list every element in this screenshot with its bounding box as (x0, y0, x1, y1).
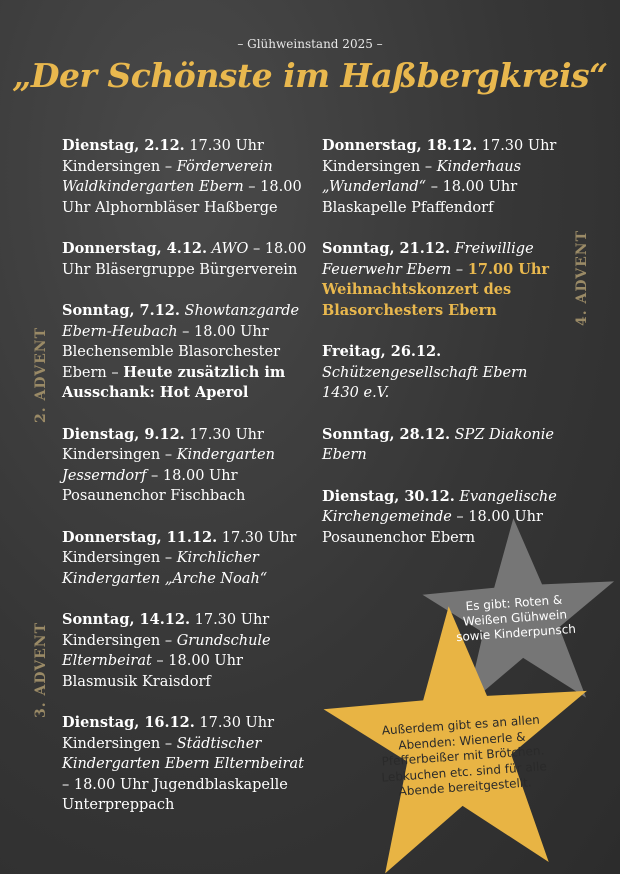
entry-text: – (451, 261, 468, 278)
entry-text: Kirchlicher Kindergarten „Arche Noah“ (62, 550, 268, 587)
entry-text: Förderverein Waldkindergarten Ebern (62, 158, 273, 195)
entry-day: Donnerstag, 4.12. (62, 240, 208, 257)
entry-text: Heute zusätzlich im Ausschank: Hot Aperol (62, 363, 286, 401)
schedule-entry (322, 136, 562, 218)
entry-text: Schützengesellschaft Ebern 1430 e.V. (322, 364, 528, 401)
schedule-right-column (322, 136, 562, 569)
entry-text: Freiwillige Feuerwehr Ebern (322, 241, 534, 278)
entry-day: Sonntag, 7.12. (62, 302, 180, 319)
entry-text: 17.30 Uhr Kindersingen – (62, 715, 275, 752)
entry-text: – 18.00 Uhr Jugendblaskapelle Unterpreppach (62, 776, 288, 813)
schedule-entry (62, 713, 307, 816)
entry-text: Städtischer Kindergarten Ebern Elternbeirat (62, 735, 304, 772)
entry-day: Sonntag, 14.12. (62, 611, 191, 628)
schedule-entry (322, 425, 562, 466)
entry-text: 17.00 Uhr Weihnachtskonzert des Blasorchesters Ebern (322, 260, 550, 319)
entry-text: SPZ Diakonie Ebern (322, 426, 554, 463)
entry-text: 17.30 Uhr Kindersingen – (62, 612, 270, 649)
entry-text: – 18.00 Uhr Posaunenchor Ebern (322, 509, 543, 546)
schedule-entry (62, 425, 307, 507)
entry-text: AWO (211, 241, 249, 257)
entry-text: – 18.00 Uhr Blaskapelle Pfaffendorf (322, 179, 518, 216)
advent-label-3: 3. ADVENT (33, 622, 49, 718)
entry-day: Dienstag, 16.12. (62, 714, 195, 731)
schedule-entry (322, 342, 562, 404)
entry-text: 17.30 Uhr Kindersingen – (62, 138, 264, 175)
entry-text: 17.30 Uhr Kindersingen – (62, 426, 264, 463)
entry-day: Sonntag, 21.12. (322, 240, 451, 257)
entry-day: Donnerstag, 11.12. (62, 528, 218, 546)
advent-label-2: 2. ADVENT (33, 327, 49, 423)
entry-text: Kinderhaus „Wunderland“ (322, 158, 522, 195)
entry-text: – 18.00 Uhr Posaunenchor Fischbach (62, 467, 246, 504)
pre-title: – Glühweinstand 2025 – (237, 37, 383, 51)
entry-day: Donnerstag, 18.12. (322, 137, 478, 154)
main-title: „Der Schönste im Haßbergkreis“ (12, 56, 608, 95)
entry-text: Evangelische Kirchengemeinde (322, 488, 557, 525)
schedule-entry (62, 610, 307, 692)
entry-text: Grundschule Elternbeirat (62, 632, 271, 669)
entry-day: Freitag, 26.12. (322, 343, 442, 360)
entry-text: 17.30 Uhr Kindersingen – (62, 529, 297, 566)
entry-text: – 18.00 Uhr Blasmusik Kraisdorf (62, 653, 243, 690)
entry-day: Sonntag, 28.12. (322, 425, 451, 443)
schedule-left-column (62, 136, 307, 837)
entry-text: Showtanzgarde Ebern-Heubach (62, 303, 300, 340)
entry-day: Dienstag, 30.12. (322, 487, 455, 505)
entry-day: Dienstag, 9.12. (62, 425, 185, 443)
schedule-entry (322, 239, 562, 321)
entry-text: – 18.00 Uhr Alphornbläser Haßberge (62, 179, 302, 216)
schedule-entry (62, 136, 307, 218)
entry-text: Kindergarten Jesserndorf (62, 447, 275, 484)
entry-text: – 18.00 Uhr Blechensemble Blasorchester Ebern – (62, 323, 280, 381)
entry-day: Dienstag, 2.12. (62, 137, 185, 154)
schedule-entry (62, 239, 307, 280)
advent-label-4: 4. ADVENT (574, 230, 590, 326)
yellow-star-text: Außerdem gibt es an allen Abenden: Wienerle & Pfefferbeißer mit Brötchen. Lebkuchen etc. sind für alle Abende bereitgestellt. (380, 712, 548, 799)
schedule-entry (62, 528, 307, 590)
grey-star-text: Es gibt: Roten & Weißen Glühwein sowie Kinderpunsch (455, 592, 577, 645)
schedule-entry (62, 301, 307, 404)
entry-text: 17.30 Uhr Kindersingen – (322, 138, 557, 175)
entry-text: – 18.00 Uhr Bläsergruppe Bürgerverein (62, 241, 307, 278)
